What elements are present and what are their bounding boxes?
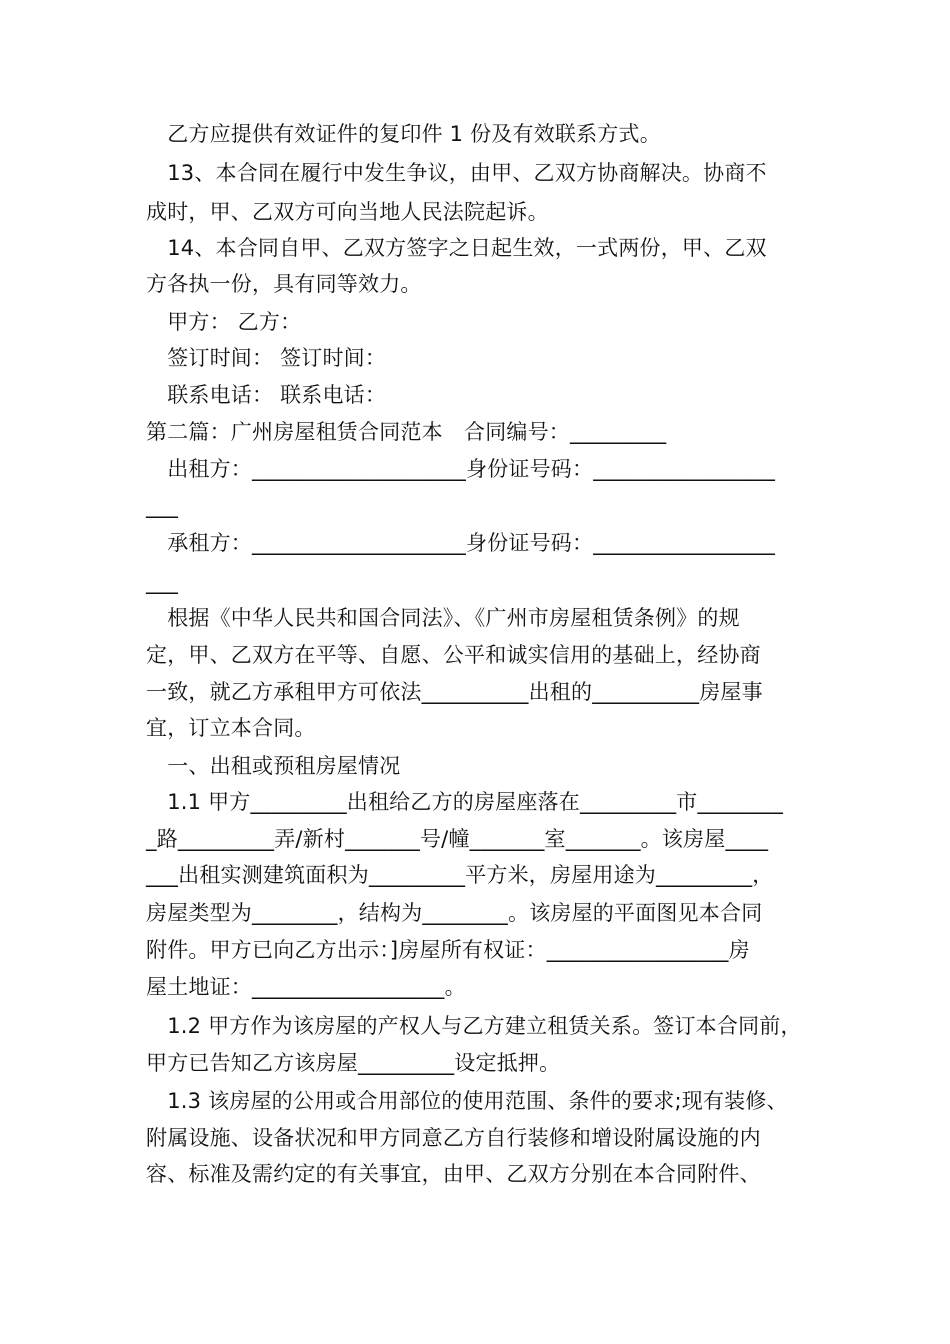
text-line: ___ <box>146 570 179 594</box>
text-line: 13、本合同在履行中发生争议，由甲、乙双方协商解决。协商不 <box>146 161 767 185</box>
text-line: ___出租实测建筑面积为_________平方米，房屋用途为_________， <box>146 863 774 887</box>
text-line: ___ <box>146 494 179 518</box>
text-line: 方各执一份，具有同等效力。 <box>146 272 422 296</box>
text-line: _路_________弄/新村_______号/幢_______室_______。该房屋____ <box>146 827 769 851</box>
text-line: 1.1 甲方_________出租给乙方的房屋座落在_________市________ <box>146 790 784 814</box>
text-line: 附属设施、设备状况和甲方同意乙方自行装修和增设附属设施的内 <box>146 1126 761 1150</box>
text-line: 附件。甲方已向乙方出示：]房屋所有权证：_________________房 <box>146 938 750 962</box>
text-line: 成时，甲、乙双方可向当地人民法院起诉。 <box>146 200 549 224</box>
text-line: 14、本合同自甲、乙双方签字之日起生效，一式两份，甲、乙双 <box>146 236 767 260</box>
text-line: 宜，订立本合同。 <box>146 716 316 740</box>
text-line: 房屋类型为________，结构为________。该房屋的平面图见本合同 <box>146 901 763 925</box>
text-line: 一致，就乙方承租甲方可依法__________出租的__________房屋事 <box>146 680 763 704</box>
signature-party-line: 甲方： 乙方： <box>146 310 302 334</box>
text-line: 1.3 该房屋的公用或合用部位的使用范围、条件的要求;现有装修、 <box>146 1089 788 1113</box>
text-line: 容、标准及需约定的有关事宜，由甲、乙双方分别在本合同附件、 <box>146 1162 761 1186</box>
signature-phone-line: 联系电话： 联系电话： <box>146 383 387 407</box>
section-heading: 一、出租或预租房屋情况 <box>146 754 401 778</box>
text-line: 承租方：____________________身份证号码：_________________ <box>146 531 776 555</box>
signature-date-line: 签订时间： 签订时间： <box>146 346 387 370</box>
text-line: 乙方应提供有效证件的复印件 1 份及有效联系方式。 <box>146 122 661 146</box>
text-line: 1.2 甲方作为该房屋的产权人与乙方建立租赁关系。签订本合同前， <box>146 1014 802 1038</box>
text-line: 根据《中华人民共和国合同法》、《广州市房屋租赁条例》的规 <box>146 606 740 630</box>
text-line: 屋土地证：__________________。 <box>146 975 466 999</box>
section-title: 第二篇：广州房屋租赁合同范本 合同编号：_________ <box>146 420 667 444</box>
text-line: 定，甲、乙双方在平等、自愿、公平和诚实信用的基础上，经协商 <box>146 643 761 667</box>
text-line: 出租方：____________________身份证号码：_________________ <box>146 457 776 481</box>
text-line: 甲方已告知乙方该房屋_________设定抵押。 <box>146 1051 561 1075</box>
